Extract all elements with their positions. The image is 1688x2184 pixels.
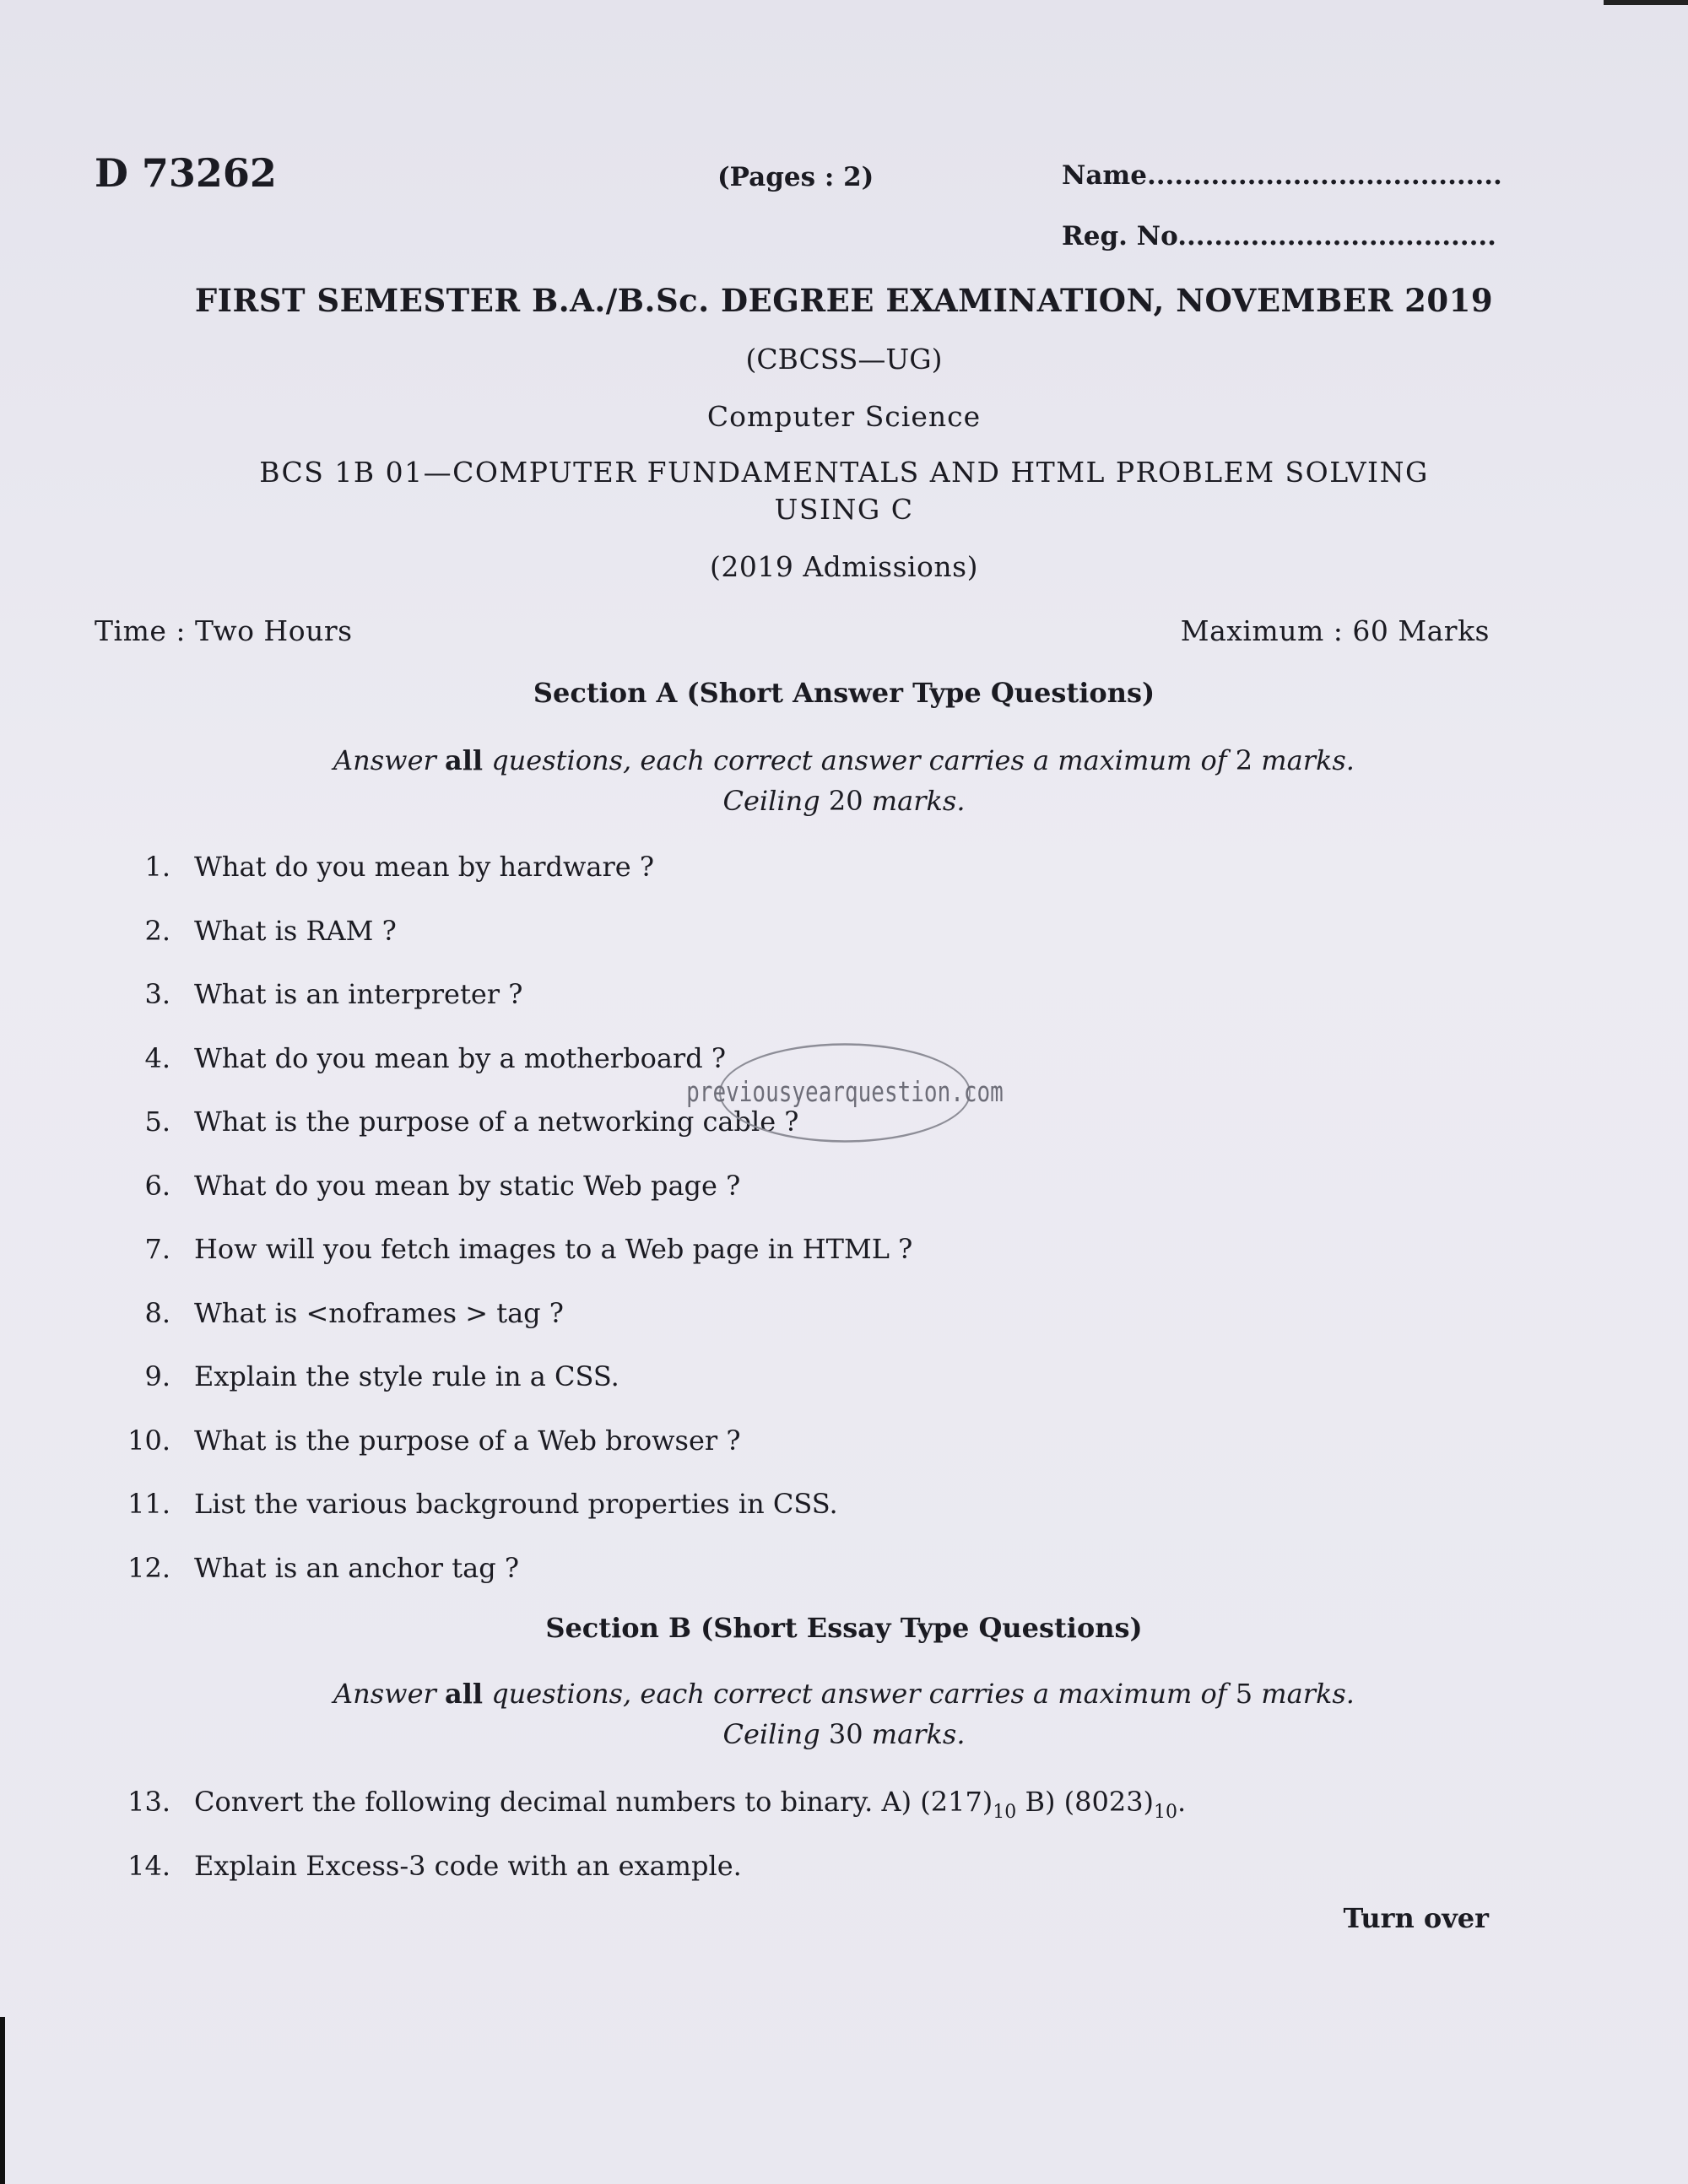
- turn-over: Turn over: [1343, 1902, 1489, 1934]
- question-text: What is an anchor tag ?: [194, 1551, 519, 1584]
- maximum-marks: Maximum : 60 Marks: [1180, 614, 1490, 647]
- question-number: 3.: [144, 978, 170, 1010]
- question-text: Convert the following decimal numbers to binary. A) $(217)_{10}$ B) $(8023)_{10}$.: [194, 1786, 1187, 1823]
- section-a-instruction: Answer all questions, each correct answer carries a maximum of 2 marks.: [333, 744, 1355, 776]
- question-text: What do you mean by hardware ?: [194, 851, 655, 883]
- section-b-instruction: Answer all questions, each correct answer carries a maximum of 5 marks.: [333, 1678, 1355, 1710]
- paper-title-line1: BCS 1B 01—COMPUTER FUNDAMENTALS AND HTML PROBLEM SOLVING: [259, 456, 1429, 489]
- name-field: Name.......................................: [1062, 160, 1502, 191]
- section-a-title: Section A (Short Answer Type Questions): [533, 677, 1155, 709]
- question-number: 5.: [144, 1106, 170, 1138]
- question-number: 7.: [144, 1233, 170, 1265]
- question-number: 8.: [144, 1296, 170, 1329]
- question-text: List the various background properties in CSS.: [194, 1488, 838, 1520]
- question-number: 14.: [127, 1850, 170, 1882]
- section-b-title: Section B (Short Essay Type Questions): [545, 1612, 1143, 1644]
- question-number: 12.: [127, 1551, 170, 1584]
- question-number: 9.: [144, 1360, 170, 1392]
- section-a-ceiling: Ceiling 20 marks.: [722, 785, 966, 817]
- question-number: 13.: [127, 1786, 170, 1818]
- question-number: 6.: [144, 1169, 170, 1202]
- question-text: Explain the style rule in a CSS.: [194, 1360, 619, 1392]
- paper-code: D 73262: [95, 150, 277, 196]
- admissions-year: (2019 Admissions): [709, 550, 978, 583]
- subject-name: Computer Science: [706, 400, 982, 433]
- question-text: What do you mean by a motherboard ?: [194, 1041, 727, 1074]
- question-text: What is RAM ?: [194, 914, 397, 947]
- paper-title-line2: USING C: [774, 493, 914, 526]
- page-count: (Pages : 2): [717, 162, 874, 192]
- watermark-stamp: previousyearquestion.com: [719, 1043, 971, 1143]
- question-text: What is the purpose of a networking cable ?: [194, 1106, 799, 1138]
- question-number: 2.: [144, 914, 170, 947]
- exam-scheme: (CBCSS—UG): [745, 343, 943, 376]
- exam-title: FIRST SEMESTER B.A./B.Sc. DEGREE EXAMINATION, NOVEMBER 2019: [194, 282, 1494, 319]
- question-text: What is <noframes > tag ?: [194, 1296, 564, 1329]
- question-number: 11.: [127, 1488, 170, 1520]
- scan-edge-top: [1604, 0, 1688, 5]
- question-text: What is the purpose of a Web browser ?: [194, 1424, 741, 1457]
- time-allowed: Time : Two Hours: [95, 614, 353, 647]
- question-text: Explain Excess-3 code with an example.: [194, 1850, 742, 1882]
- question-number: 4.: [144, 1041, 170, 1074]
- question-text: What do you mean by static Web page ?: [194, 1169, 741, 1202]
- question-number: 1.: [144, 851, 170, 883]
- question-text: How will you fetch images to a Web page in HTML ?: [194, 1233, 913, 1265]
- reg-no-field: Reg. No...................................: [1062, 221, 1496, 251]
- question-number: 10.: [127, 1424, 170, 1457]
- question-text: What is an interpreter ?: [194, 978, 523, 1010]
- section-b-ceiling: Ceiling 30 marks.: [722, 1718, 966, 1750]
- scan-edge-left: [0, 2017, 5, 2184]
